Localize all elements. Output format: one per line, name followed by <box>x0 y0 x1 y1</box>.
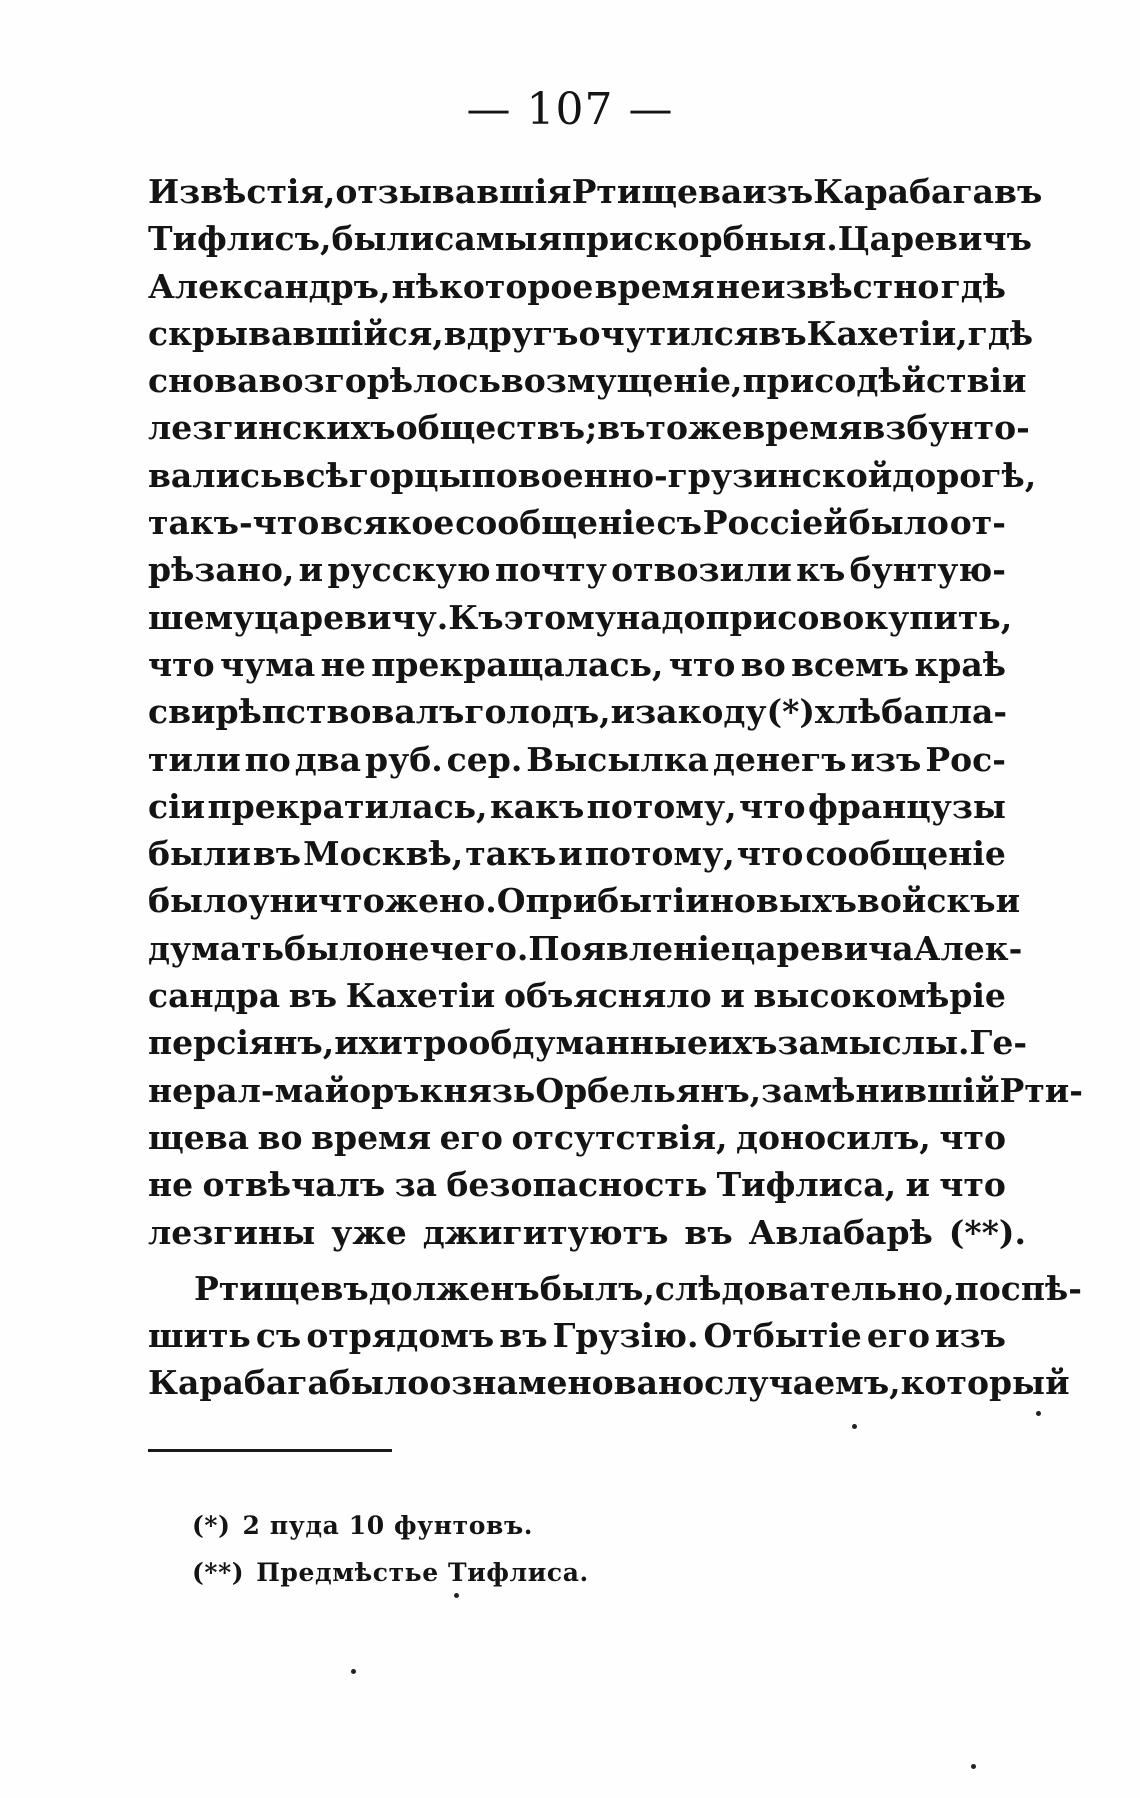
text-line: сандра въ Кахетіи объясняло и высокомѣріе <box>148 976 1006 1016</box>
text-line: скрывавшійся, вдругъ очутился въ Кахетіи, гдѣ <box>148 313 1034 353</box>
text-line: персіянъ, и хитрообдуманные ихъ замыслы. Ге- <box>148 1023 1028 1063</box>
print-speck <box>351 1669 356 1674</box>
paragraph-gap <box>148 1256 1006 1265</box>
print-speck <box>852 1424 857 1429</box>
text-line: Карабага было ознаменовано случаемъ, который <box>148 1363 1070 1403</box>
body-text <box>148 168 1083 1407</box>
page-number: — 107 — <box>466 84 674 135</box>
text-line: такъ-что всякое сообщеніе съ Россіей было от- <box>148 503 1006 543</box>
text-line: вались всѣ горцы по военно-грузинской дорогѣ, <box>148 455 1037 495</box>
text-line: сіи прекратилась, какъ потому, что французы <box>148 786 1006 826</box>
text-line: не отвѣчалъ за безопасность Тифлиса, и что <box>148 1165 1006 1205</box>
footnote-text: 2 пуда 10 фунтовъ. <box>242 1511 534 1540</box>
text-line: свирѣпствовалъ голодъ, и за коду (*) хлѣба пла- <box>148 692 1008 732</box>
text-line: Александръ, нѣкоторое время неизвѣстно гдѣ <box>148 266 1006 306</box>
footnotes <box>192 1502 589 1596</box>
text-line: тили по два руб. сер. Высылка денегъ изъ Рос- <box>148 739 1006 779</box>
text-line: шить съ отрядомъ въ Грузію. Отбытіе его изъ <box>148 1316 1006 1356</box>
footnote-marker: (**) <box>192 1558 245 1587</box>
text-line: были въ Москвѣ, такъ и потому, что сообщеніе <box>148 834 1006 874</box>
text-line: Ртищевъ долженъ былъ, слѣдовательно, поспѣ- <box>194 1268 1082 1308</box>
footnote-separator <box>148 1449 392 1452</box>
print-speck <box>971 1764 976 1769</box>
text-line: нерал-майоръ князь Орбельянъ, замѣнившій Рти- <box>148 1070 1083 1110</box>
footnote-text: Предмѣстье Тифлиса. <box>256 1558 589 1587</box>
text-line: было уничтожено. О прибытіи новыхъ войскъ и <box>148 881 1021 921</box>
text-line: рѣзано, и русскую почту отвозили къ бунтую- <box>148 550 1006 590</box>
print-speck <box>454 1593 459 1598</box>
text-line: лезгины уже джигитуютъ въ Авлабарѣ (**). <box>148 1212 1027 1252</box>
text-line: лезгинскихъ обществъ; въ то же время взбунто- <box>148 408 1030 448</box>
text-line: щева во время его отсутствія, доносилъ, что <box>148 1117 1006 1157</box>
text-line: шему царевичу. Къ этому надо присовокупить, <box>148 597 1013 637</box>
text-line: Тифлисъ, были самыя прискорбныя. Царевичъ <box>148 219 1032 259</box>
text-line: снова возгорѣлось возмущеніе, при содѣйствіи <box>148 361 1027 401</box>
footnote <box>192 1549 589 1596</box>
print-speck <box>1036 1411 1041 1416</box>
text-line: думать было нечего. Появленіе царевича Алек- <box>148 928 1023 968</box>
footnote-marker: (*) <box>192 1511 231 1540</box>
text-line: Извѣстія, отзывавшія Ртищева изъ Карабага въ <box>148 172 1043 211</box>
text-line: что чума не прекращалась, что во всемъ краѣ <box>148 644 1006 684</box>
footnote <box>192 1502 589 1549</box>
